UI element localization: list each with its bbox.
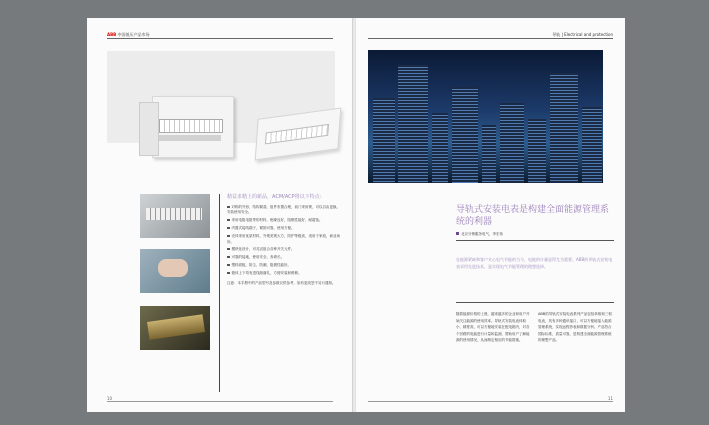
abb-logo: ABB (107, 32, 117, 37)
feature-item: 壳体采用优质材料，外观美观大方，防护等级高，适用于家庭、商业场所。 (227, 234, 340, 244)
feature-lead: 精益求精上的新品，ACM/ACP将以下特点： (227, 194, 325, 200)
footer-rule (107, 401, 333, 402)
detail-photo-breakers (140, 194, 210, 238)
detail-photo-busbar (140, 306, 210, 350)
article-column-2: ABB的导轨式安装电表系列产品包括单相和三相电表，具有多种通讯接口，可以方便地接入能源管理系统，实现远程抄表和数据分析。产品符合国际标准，质量可靠，是构建全面能源管理系统的理想产品。 (538, 312, 612, 342)
feature-list (227, 194, 343, 286)
header-rule (368, 38, 613, 39)
intro-rule (456, 302, 614, 303)
title-rule (456, 240, 614, 241)
article-heading: 导轨式安装电表是构建全面能源管理系统的利器 (456, 205, 610, 227)
distribution-box-closed-image (255, 107, 342, 160)
feature-item: 模块化设计，可灵活组合各种开关元件。 (227, 247, 343, 252)
left-header-title: 中国低压产品市场 (117, 32, 150, 37)
product-photo (107, 51, 335, 143)
feature-item: 对称的外形，结构紧凑，组件布置合理，前门采用锁，可以自由更换，安装使用安全。 (227, 205, 340, 215)
article-byline: 北京分销服务电气，李宏伟 (456, 232, 616, 237)
right-header-title: 导轨 | Electrical and protection (552, 32, 613, 37)
column-divider (219, 194, 220, 392)
feature-item: 内置式接线端子，紧固可靠，使用方便。 (227, 226, 343, 231)
feature-item: 箱体上下均有进线敲落孔，方便安装和维修。 (227, 271, 343, 276)
left-page-number: 10 (107, 396, 113, 401)
city-skyline-photo (368, 50, 603, 183)
distribution-box-open-image (152, 96, 234, 158)
footer-rule (368, 401, 613, 402)
article-column-1: 随着能源价格的上涨，越来越多的企业和用户开始关注能源的使用效率。导轨式安装电表体积小、精度高，可以方便地安装在配电箱内，对各个回路的电能进行计量和监测，帮助用户了解能源的使用情况，从而制定相应的节能措施。 (456, 312, 530, 342)
left-page (87, 18, 353, 412)
detail-photo-hand (140, 249, 210, 293)
article-intro: 在能源紧缺和客户关心电气节能的当今，电能的计量显得尤为重要。ABB的导轨式安装电表采用先进技术，是实现电气节能管理的理想选择。 (456, 257, 613, 269)
feature-item: 采用电阻电阻等的材料，绝缘良好，阻燃性能好，耐腐蚀。 (227, 218, 343, 223)
feature-item: 可靠的接地，使用安全，寿命长。 (227, 255, 343, 260)
right-page (356, 18, 625, 412)
feature-note: 注意：本手册中的产品型号及参数仅供参考，如有更改恕不另行通知。 (227, 280, 336, 285)
header-rule (107, 38, 333, 39)
feature-item: 塑料面板，防尘，防潮，阻燃性能好。 (227, 263, 343, 268)
right-page-number: 11 (607, 396, 613, 401)
